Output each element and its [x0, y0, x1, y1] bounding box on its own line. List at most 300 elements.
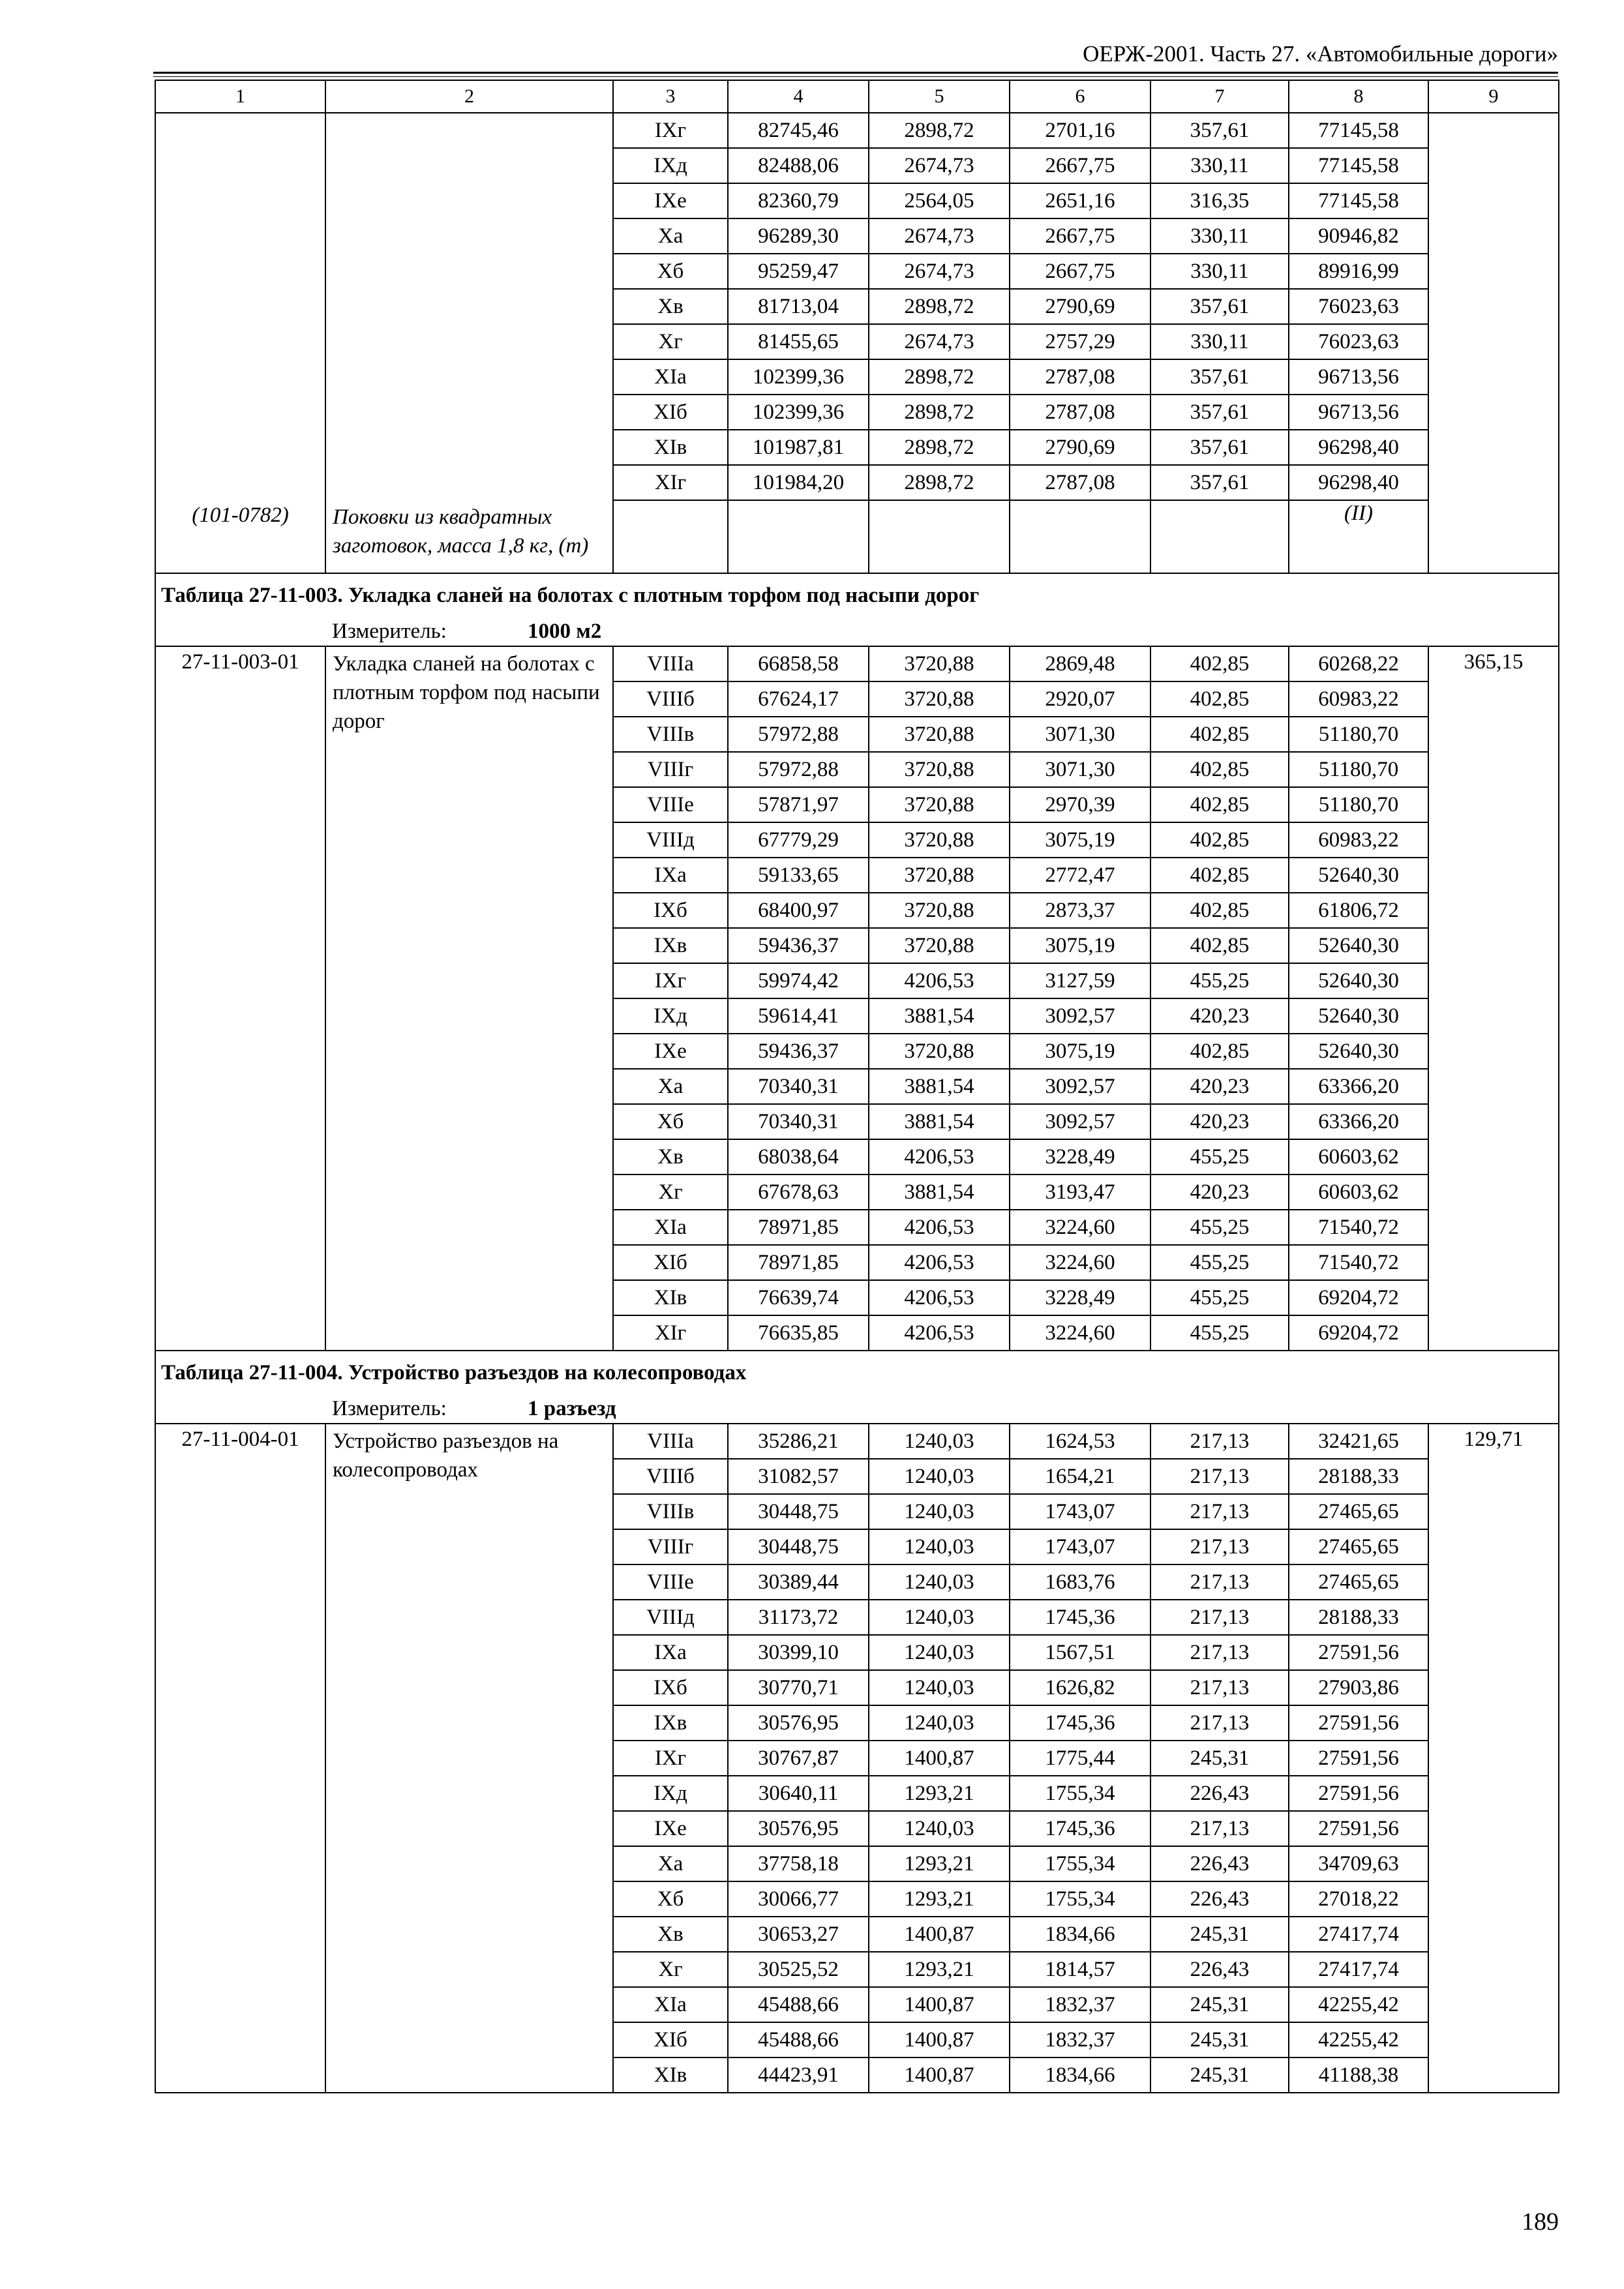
empty-cell [613, 500, 728, 573]
code-cell-empty [155, 395, 325, 430]
zone-cell: XIг [613, 465, 728, 500]
value-cell: 27465,65 [1289, 1564, 1428, 1600]
column-number-cell: 9 [1428, 80, 1559, 113]
value-cell: 3092,57 [1010, 1069, 1150, 1104]
value-cell: 4206,53 [869, 1280, 1010, 1315]
column-number-cell: 6 [1010, 80, 1150, 113]
value-cell: 1624,53 [1010, 1424, 1150, 1459]
value-cell: 67779,29 [728, 822, 869, 858]
value-cell: 455,25 [1150, 1210, 1289, 1245]
empty-cell [728, 500, 869, 573]
table-row [155, 148, 1559, 183]
zone-cell: IXб [613, 1670, 728, 1705]
value-cell: 31082,57 [728, 1459, 869, 1494]
value-cell: 27591,56 [1289, 1635, 1428, 1670]
table-row [155, 359, 1559, 395]
value-cell: 3720,88 [869, 822, 1010, 858]
value-cell: 52640,30 [1289, 858, 1428, 893]
value-cell: 1400,87 [869, 1987, 1010, 2022]
col9-cell-empty [1428, 254, 1559, 289]
value-cell: 3071,30 [1010, 752, 1150, 787]
value-cell: 61806,72 [1289, 893, 1428, 928]
value-cell: 357,61 [1150, 359, 1289, 395]
material-unit: (II) [1289, 500, 1428, 573]
value-cell: 420,23 [1150, 1174, 1289, 1210]
value-cell: 76023,63 [1289, 324, 1428, 359]
value-cell: 1240,03 [869, 1635, 1010, 1670]
value-cell: 2898,72 [869, 465, 1010, 500]
value-cell: 60983,22 [1289, 681, 1428, 717]
table-row [155, 113, 1559, 148]
value-cell: 316,35 [1150, 183, 1289, 218]
value-cell: 1293,21 [869, 1846, 1010, 1881]
value-cell: 455,25 [1150, 1245, 1289, 1280]
material-code: (101-0782) [155, 500, 325, 573]
value-cell: 96713,56 [1289, 395, 1428, 430]
column-number-cell: 4 [728, 80, 869, 113]
value-cell: 3228,49 [1010, 1139, 1150, 1174]
value-cell: 1755,34 [1010, 1776, 1150, 1811]
value-cell: 52640,30 [1289, 963, 1428, 998]
zone-cell: VIIIд [613, 1600, 728, 1635]
value-cell: 96298,40 [1289, 430, 1428, 465]
value-cell: 3075,19 [1010, 928, 1150, 963]
value-cell: 82745,46 [728, 113, 869, 148]
desc-cell-empty [325, 430, 613, 465]
value-cell: 402,85 [1150, 646, 1289, 681]
desc-cell-empty [325, 324, 613, 359]
rate-description: Укладка сланей на болотах с плотным торфом под насыпи дорог [325, 646, 613, 1351]
value-cell: 420,23 [1150, 998, 1289, 1034]
zone-cell: XIв [613, 430, 728, 465]
code-cell-empty [155, 359, 325, 395]
value-cell: 226,43 [1150, 1952, 1289, 1987]
value-cell: 217,13 [1150, 1564, 1289, 1600]
zone-cell: IXе [613, 1811, 728, 1846]
value-cell: 4206,53 [869, 1139, 1010, 1174]
value-cell: 1743,07 [1010, 1494, 1150, 1529]
material-row [155, 500, 1559, 573]
zone-cell: Xа [613, 1846, 728, 1881]
table-row [155, 254, 1559, 289]
col9-cell-empty [1428, 500, 1559, 573]
zone-cell: IXг [613, 1741, 728, 1776]
value-cell: 217,13 [1150, 1811, 1289, 1846]
measure-row [155, 1394, 1559, 1424]
zone-cell: IXг [613, 113, 728, 148]
value-cell: 27417,74 [1289, 1917, 1428, 1952]
zone-cell: VIIIа [613, 1424, 728, 1459]
zone-cell: IXб [613, 893, 728, 928]
zone-cell: Xв [613, 1139, 728, 1174]
value-cell: 52640,30 [1289, 998, 1428, 1034]
col9-cell-empty [1428, 359, 1559, 395]
value-cell: 78971,85 [728, 1210, 869, 1245]
value-cell: 3720,88 [869, 928, 1010, 963]
value-cell: 1743,07 [1010, 1529, 1150, 1564]
value-cell: 1745,36 [1010, 1705, 1150, 1741]
value-cell: 34709,63 [1289, 1846, 1428, 1881]
value-cell: 3224,60 [1010, 1210, 1150, 1245]
value-cell: 59133,65 [728, 858, 869, 893]
value-cell: 96289,30 [728, 218, 869, 254]
value-cell: 1240,03 [869, 1670, 1010, 1705]
value-cell: 102399,36 [728, 359, 869, 395]
value-cell: 2674,73 [869, 218, 1010, 254]
value-cell: 1240,03 [869, 1600, 1010, 1635]
value-cell: 226,43 [1150, 1881, 1289, 1917]
value-cell: 27465,65 [1289, 1529, 1428, 1564]
desc-cell-empty [325, 359, 613, 395]
measure-cell [155, 1394, 1559, 1424]
zone-cell: Xа [613, 1069, 728, 1104]
column-number-row [155, 80, 1559, 113]
value-cell: 357,61 [1150, 430, 1289, 465]
value-cell: 52640,30 [1289, 1034, 1428, 1069]
zone-cell: VIIIб [613, 681, 728, 717]
value-cell: 70340,31 [728, 1069, 869, 1104]
zone-cell: VIIIв [613, 1494, 728, 1529]
value-cell: 402,85 [1150, 928, 1289, 963]
value-cell: 30640,11 [728, 1776, 869, 1811]
value-cell: 2873,37 [1010, 893, 1150, 928]
value-cell: 81455,65 [728, 324, 869, 359]
table-row [155, 218, 1559, 254]
code-cell-empty [155, 254, 325, 289]
zone-cell: Xг [613, 1174, 728, 1210]
value-cell: 30448,75 [728, 1529, 869, 1564]
value-cell: 1755,34 [1010, 1881, 1150, 1917]
value-cell: 402,85 [1150, 752, 1289, 787]
col9-cell-empty [1428, 289, 1559, 324]
value-cell: 2701,16 [1010, 113, 1150, 148]
zone-cell: VIIIд [613, 822, 728, 858]
value-cell: 4206,53 [869, 1315, 1010, 1351]
value-cell: 89916,99 [1289, 254, 1428, 289]
column-number-cell: 3 [613, 80, 728, 113]
value-cell: 455,25 [1150, 1139, 1289, 1174]
code-cell-empty [155, 465, 325, 500]
value-cell: 455,25 [1150, 963, 1289, 998]
code-cell-empty [155, 324, 325, 359]
zone-cell: IXа [613, 1635, 728, 1670]
value-cell: 30576,95 [728, 1811, 869, 1846]
value-cell: 45488,66 [728, 2022, 869, 2057]
value-cell: 42255,42 [1289, 1987, 1428, 2022]
value-cell: 455,25 [1150, 1315, 1289, 1351]
value-cell: 30653,27 [728, 1917, 869, 1952]
value-cell: 71540,72 [1289, 1245, 1428, 1280]
value-cell: 357,61 [1150, 465, 1289, 500]
zone-cell: VIIIв [613, 717, 728, 752]
value-cell: 60983,22 [1289, 822, 1428, 858]
value-cell: 217,13 [1150, 1705, 1289, 1741]
code-cell-empty [155, 183, 325, 218]
value-cell: 3075,19 [1010, 1034, 1150, 1069]
table-row [155, 430, 1559, 465]
value-cell: 2564,05 [869, 183, 1010, 218]
value-cell: 78971,85 [728, 1245, 869, 1280]
value-cell: 217,13 [1150, 1494, 1289, 1529]
table-row [155, 289, 1559, 324]
value-cell: 2898,72 [869, 359, 1010, 395]
value-cell: 76639,74 [728, 1280, 869, 1315]
zone-cell: Xб [613, 1881, 728, 1917]
col9-cell-empty [1428, 113, 1559, 148]
value-cell: 1240,03 [869, 1705, 1010, 1741]
value-cell: 77145,58 [1289, 183, 1428, 218]
zone-cell: XIб [613, 395, 728, 430]
value-cell: 1683,76 [1010, 1564, 1150, 1600]
value-cell: 245,31 [1150, 1987, 1289, 2022]
value-cell: 1400,87 [869, 1917, 1010, 1952]
zone-cell: XIг [613, 1315, 728, 1351]
value-cell: 2898,72 [869, 430, 1010, 465]
column-number-cell: 8 [1289, 80, 1428, 113]
desc-cell-empty [325, 465, 613, 500]
value-cell: 2667,75 [1010, 218, 1150, 254]
value-cell: 3720,88 [869, 858, 1010, 893]
value-cell: 217,13 [1150, 1529, 1289, 1564]
measure-row [155, 617, 1559, 646]
value-cell: 3720,88 [869, 681, 1010, 717]
measure-cell [155, 617, 1559, 646]
table-row [155, 183, 1559, 218]
value-cell: 402,85 [1150, 681, 1289, 717]
value-cell: 28188,33 [1289, 1600, 1428, 1635]
value-cell: 51180,70 [1289, 787, 1428, 822]
value-cell: 4206,53 [869, 963, 1010, 998]
code-cell-empty [155, 218, 325, 254]
zone-cell: Xа [613, 218, 728, 254]
zone-cell: Xв [613, 289, 728, 324]
value-cell: 2790,69 [1010, 430, 1150, 465]
value-cell: 101984,20 [728, 465, 869, 500]
value-cell: 3071,30 [1010, 717, 1150, 752]
value-cell: 59436,37 [728, 1034, 869, 1069]
labor-cost-cell: 365,15 [1428, 646, 1559, 1351]
value-cell: 357,61 [1150, 395, 1289, 430]
zone-cell: VIIIг [613, 1529, 728, 1564]
rate-code: 27-11-004-01 [155, 1424, 325, 2093]
value-cell: 357,61 [1150, 113, 1289, 148]
value-cell: 226,43 [1150, 1776, 1289, 1811]
value-cell: 96298,40 [1289, 465, 1428, 500]
measure-label: Измеритель: [332, 620, 447, 643]
value-cell: 27018,22 [1289, 1881, 1428, 1917]
value-cell: 77145,58 [1289, 148, 1428, 183]
zone-cell: VIIIб [613, 1459, 728, 1494]
value-cell: 41188,38 [1289, 2057, 1428, 2093]
value-cell: 3720,88 [869, 787, 1010, 822]
col9-cell-empty [1428, 430, 1559, 465]
zone-cell: IXв [613, 1705, 728, 1741]
value-cell: 3224,60 [1010, 1315, 1150, 1351]
value-cell: 37758,18 [728, 1846, 869, 1881]
col9-cell-empty [1428, 465, 1559, 500]
column-number-cell: 1 [155, 80, 325, 113]
value-cell: 3720,88 [869, 752, 1010, 787]
value-cell: 330,11 [1150, 148, 1289, 183]
value-cell: 1832,37 [1010, 1987, 1150, 2022]
measure-label: Измеритель: [332, 1397, 447, 1420]
value-cell: 402,85 [1150, 787, 1289, 822]
value-cell: 68400,97 [728, 893, 869, 928]
rate-code: 27-11-003-01 [155, 646, 325, 1351]
rate-description: Устройство разъездов на колесопроводах [325, 1424, 613, 2093]
zone-cell: Xб [613, 254, 728, 289]
zone-cell: IXг [613, 963, 728, 998]
value-cell: 27591,56 [1289, 1741, 1428, 1776]
value-cell: 1745,36 [1010, 1811, 1150, 1846]
value-cell: 2787,08 [1010, 465, 1150, 500]
value-cell: 1745,36 [1010, 1600, 1150, 1635]
value-cell: 217,13 [1150, 1635, 1289, 1670]
value-cell: 30767,87 [728, 1741, 869, 1776]
zone-cell: Xв [613, 1917, 728, 1952]
value-cell: 1567,51 [1010, 1635, 1150, 1670]
value-cell: 76635,85 [728, 1315, 869, 1351]
value-cell: 330,11 [1150, 324, 1289, 359]
value-cell: 2674,73 [869, 148, 1010, 183]
value-cell: 245,31 [1150, 1917, 1289, 1952]
header-rule-thin [153, 76, 1558, 77]
value-cell: 402,85 [1150, 858, 1289, 893]
value-cell: 3224,60 [1010, 1245, 1150, 1280]
measure-value: 1000 м2 [528, 620, 602, 643]
value-cell: 3720,88 [869, 717, 1010, 752]
empty-cell [1150, 500, 1289, 573]
value-cell: 90946,82 [1289, 218, 1428, 254]
empty-cell [869, 500, 1010, 573]
value-cell: 101987,81 [728, 430, 869, 465]
value-cell: 1834,66 [1010, 1917, 1150, 1952]
value-cell: 45488,66 [728, 1987, 869, 2022]
zone-cell: IXе [613, 183, 728, 218]
zone-cell: XIв [613, 2057, 728, 2093]
code-cell-empty [155, 148, 325, 183]
material-description: Поковки из квадратных заготовок, масса 1,8 кг, (т) [325, 500, 613, 573]
table-title-row [155, 1351, 1559, 1394]
value-cell: 95259,47 [728, 254, 869, 289]
value-cell: 30399,10 [728, 1635, 869, 1670]
col9-cell-empty [1428, 148, 1559, 183]
value-cell: 3881,54 [869, 1174, 1010, 1210]
value-cell: 44423,91 [728, 2057, 869, 2093]
page-number: 189 [1522, 2208, 1559, 2236]
zone-cell: XIв [613, 1280, 728, 1315]
value-cell: 2869,48 [1010, 646, 1150, 681]
desc-cell-empty [325, 289, 613, 324]
zone-cell: XIб [613, 2022, 728, 2057]
value-cell: 69204,72 [1289, 1280, 1428, 1315]
code-cell-empty [155, 113, 325, 148]
value-cell: 357,61 [1150, 289, 1289, 324]
zone-cell: XIа [613, 1987, 728, 2022]
value-cell: 82488,06 [728, 148, 869, 183]
value-cell: 402,85 [1150, 717, 1289, 752]
value-cell: 1814,57 [1010, 1952, 1150, 1987]
page-header-title: ОЕРЖ-2001. Часть 27. «Автомобильные дороги» [1083, 41, 1558, 67]
zone-cell: VIIIг [613, 752, 728, 787]
value-cell: 4206,53 [869, 1210, 1010, 1245]
value-cell: 4206,53 [869, 1245, 1010, 1280]
value-cell: 245,31 [1150, 2057, 1289, 2093]
value-cell: 59436,37 [728, 928, 869, 963]
value-cell: 30525,52 [728, 1952, 869, 1987]
zone-cell: IXе [613, 1034, 728, 1069]
value-cell: 217,13 [1150, 1424, 1289, 1459]
value-cell: 1832,37 [1010, 2022, 1150, 2057]
table-title: Таблица 27-11-004. Устройство разъездов на колесопроводах [155, 1351, 1559, 1394]
value-cell: 57871,97 [728, 787, 869, 822]
value-cell: 30770,71 [728, 1670, 869, 1705]
measure-value: 1 разъезд [528, 1397, 616, 1420]
value-cell: 2920,07 [1010, 681, 1150, 717]
value-cell: 27591,56 [1289, 1705, 1428, 1741]
value-cell: 402,85 [1150, 893, 1289, 928]
zone-cell: IXа [613, 858, 728, 893]
desc-cell-empty [325, 254, 613, 289]
value-cell: 42255,42 [1289, 2022, 1428, 2057]
value-cell: 30448,75 [728, 1494, 869, 1529]
desc-cell-empty [325, 395, 613, 430]
column-number-cell: 5 [869, 80, 1010, 113]
value-cell: 2898,72 [869, 289, 1010, 324]
zone-cell: VIIIе [613, 1564, 728, 1600]
value-cell: 27903,86 [1289, 1670, 1428, 1705]
column-number-cell: 2 [325, 80, 613, 113]
value-cell: 2667,75 [1010, 148, 1150, 183]
zone-cell: IXд [613, 998, 728, 1034]
value-cell: 245,31 [1150, 1741, 1289, 1776]
value-cell: 67678,63 [728, 1174, 869, 1210]
zone-cell: XIа [613, 1210, 728, 1245]
zone-cell: Xг [613, 324, 728, 359]
value-cell: 30576,95 [728, 1705, 869, 1741]
value-cell: 1240,03 [869, 1564, 1010, 1600]
value-cell: 1240,03 [869, 1494, 1010, 1529]
table-title: Таблица 27-11-003. Укладка сланей на болотах с плотным торфом под насыпи дорог [155, 573, 1559, 617]
value-cell: 67624,17 [728, 681, 869, 717]
zone-cell: XIб [613, 1245, 728, 1280]
value-cell: 3092,57 [1010, 998, 1150, 1034]
value-cell: 57972,88 [728, 752, 869, 787]
value-cell: 330,11 [1150, 218, 1289, 254]
value-cell: 226,43 [1150, 1846, 1289, 1881]
value-cell: 2898,72 [869, 113, 1010, 148]
empty-cell [1010, 500, 1150, 573]
value-cell: 82360,79 [728, 183, 869, 218]
value-cell: 2772,47 [1010, 858, 1150, 893]
value-cell: 51180,70 [1289, 717, 1428, 752]
value-cell: 420,23 [1150, 1069, 1289, 1104]
desc-cell-empty [325, 113, 613, 148]
value-cell: 59614,41 [728, 998, 869, 1034]
value-cell: 3881,54 [869, 1069, 1010, 1104]
value-cell: 1400,87 [869, 2022, 1010, 2057]
value-cell: 1626,82 [1010, 1670, 1150, 1705]
value-cell: 1240,03 [869, 1529, 1010, 1564]
value-cell: 30066,77 [728, 1881, 869, 1917]
zone-cell: Xб [613, 1104, 728, 1139]
value-cell: 66858,58 [728, 646, 869, 681]
col9-cell-empty [1428, 395, 1559, 430]
col9-cell-empty [1428, 324, 1559, 359]
column-number-cell: 7 [1150, 80, 1289, 113]
value-cell: 27591,56 [1289, 1776, 1428, 1811]
value-cell: 1293,21 [869, 1776, 1010, 1811]
